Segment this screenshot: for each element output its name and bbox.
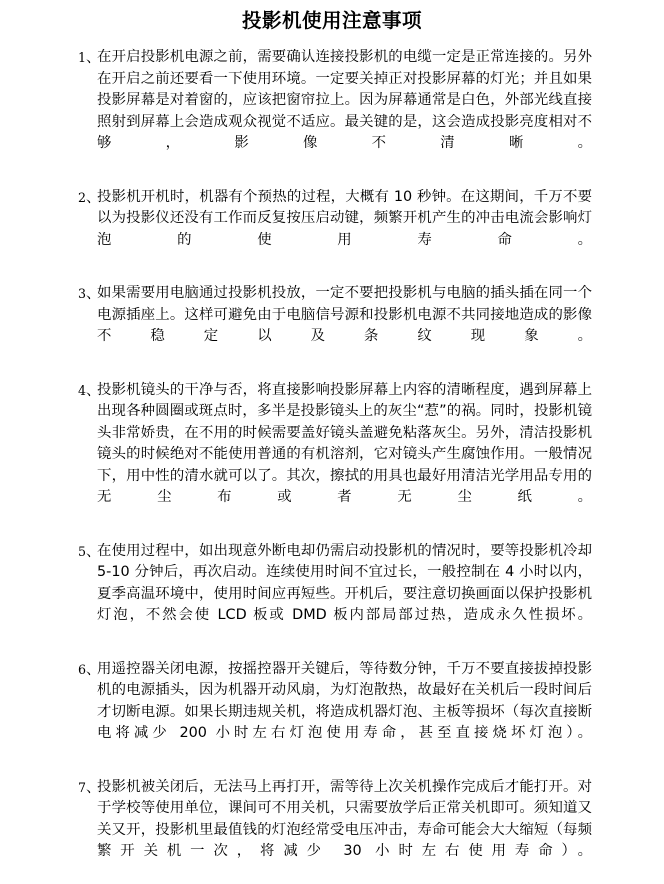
list-item-separator: 、 [86,661,101,678]
list-item-separator: 、 [86,286,101,303]
list-item-text: 在使用过程中，如出现意外断电却仍需启动投影机的情况时，要等投影机冷却 5-10 分钟后，再次启动。连续使用时间不宜过长，一般控制在 4 小时以内，夏季高温环境中，使用时间应再短些。开机后，要注意切换画面以保护投影机灯泡，不然会使 LCD 板或 DMD 板内部局部过热，造成永久性损坏。 [97,542,592,624]
list-item-marker [78,380,101,402]
list-item-number: 5 [78,543,87,559]
list-item-number: 7 [78,779,87,795]
list-item-number: 1 [78,50,87,66]
list-item-marker [78,541,101,563]
list-item-text: 用遥控器关闭电源，按摇控器开关键后，等待数分钟，千万不要直接拔掉投影机的电源插头，因为机器开动风扇，为灯泡散热，故最好在关机后一段时间后才切断电源。如果长期违规关机，将造成机器灯泡、主板等损坏（每次直接断电将减少 200 小时左右灯泡使用寿命，甚至直接烧坏灯泡）。 [97,660,592,742]
list-item [78,777,592,884]
list-item-separator: 、 [86,189,101,206]
list-item-marker [78,283,101,305]
list-item-number: 4 [78,383,87,399]
list-item [78,47,592,175]
list-item-text: 投影机开机时，机器有个预热的过程，大概有 10 秒钟。在这期间，千万不要以为投影仪还没有工作而反复按压启动键，频繁开机产生的冲击电流会影响灯泡的使用寿命。 [97,188,592,248]
list-item [78,283,592,369]
list-item-text: 投影机镜头的干净与否，将直接影响投影屏幕上内容的清晰程度，遇到屏幕上出现各种圆圈或斑点时，多半是投影镜头上的灰尘“惹”的祸。同时，投影机镜头非常娇贵，在不用的时候需要盖好镜头盖避免粘落灰尘。另外，清洁投影机镜头的时候绝对不能使用普通的有机溶剂，它对镜头产生腐蚀作用。一般情况下，用中性的清水就可以了。其次，擦拭的用具也最好用清洁光学用品专用的无尘布或者无尘纸。 [97,382,592,506]
list-item-text: 投影机被关闭后，无法马上再打开，需等待上次关机操作完成后才能打开。对于学校等使用单位，课间可不用关机，只需要放学后正常关机即可。须知道又关又开，投影机里最值钱的灯泡经常受电压冲击，寿命可能会大大缩短（每频繁开关机一次，将减少 30 小时左右使用寿命）。 [97,778,592,860]
list-item-separator: 、 [86,779,101,796]
list-item-number: 2 [78,189,87,205]
list-item-text: 在开启投影机电源之前，需要确认连接投影机的电缆一定是正常连接的。另外在开启之前还要看一下使用环境。一定要关掉正对投影屏幕的灯光；并且如果投影屏幕是对着窗的，应该把窗帘拉上。因为屏幕通常是白色，外部光线直接照射到屏幕上会造成观众视觉不适应。最关键的是，这会造成投影亮度相对不够，影像不清晰。 [97,49,592,151]
list-item-marker [78,187,101,209]
list-item-text: 如果需要用电脑通过投影机投放，一定不要把投影机与电脑的插头插在同一个电源插座上。这样可避免由于电脑信号源和投影机电源不共同接地造成的影像不稳定以及条纹现象。 [97,285,592,345]
list-item-marker [78,777,101,799]
list-item-separator: 、 [86,543,101,560]
list-item-number: 6 [78,661,87,677]
list-item [78,659,592,766]
list-item [78,541,592,648]
list-item-number: 3 [78,286,87,302]
list-item [78,380,592,530]
notes-list [0,47,664,884]
list-item-separator: 、 [86,383,101,400]
list-item-separator: 、 [86,50,101,67]
list-item [78,187,592,273]
page-title: 投影机使用注意事项 [241,9,422,32]
list-item-marker [78,659,101,681]
list-item-marker [78,47,101,69]
